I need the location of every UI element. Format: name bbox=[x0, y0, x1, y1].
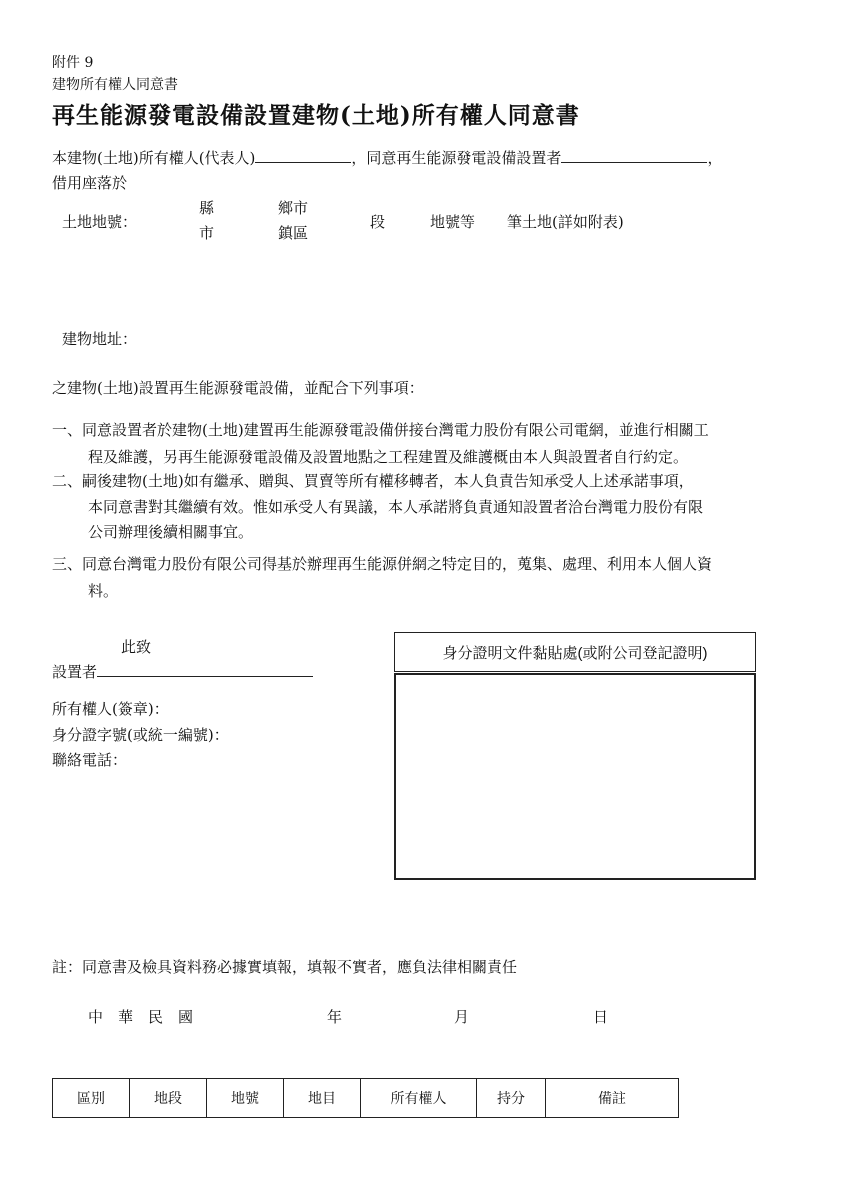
id-document-box-heading-text: 身分證明文件黏貼處(或附公司登記證明) bbox=[442, 644, 708, 662]
table-header-cell: 地號 bbox=[207, 1079, 284, 1118]
date-roc-label: 中 華 民 國 bbox=[88, 1008, 194, 1026]
intro-owner-text: 本建物(土地)所有權人(代表人) bbox=[52, 149, 256, 167]
installer-line bbox=[52, 661, 313, 682]
city-label: 市 bbox=[199, 224, 215, 242]
date-year-label: 年 bbox=[327, 1008, 343, 1026]
installer-label: 設置者 bbox=[52, 663, 98, 681]
phone-label: 聯絡電話： bbox=[52, 751, 128, 769]
installer-name-blank[interactable] bbox=[561, 148, 707, 163]
clause-1-line-2: 程及維護，另再生能源發電設備及設置地點之工程建置及維護概由本人與設置者自行約定。 bbox=[88, 448, 689, 466]
land-parcel-table bbox=[52, 1078, 679, 1118]
table-header-cell: 地目 bbox=[284, 1079, 361, 1118]
id-number-label: 身分證字號(或統一編號)： bbox=[52, 726, 229, 744]
owner-signature-label: 所有權人(簽章)： bbox=[52, 700, 169, 718]
attachment-label: 附件 9 bbox=[52, 55, 94, 71]
section-label: 段 bbox=[370, 213, 386, 231]
building-address-label: 建物地址： bbox=[62, 330, 138, 348]
date-month-label: 月 bbox=[454, 1008, 470, 1026]
respectfully-text: 此致 bbox=[121, 638, 152, 656]
parcel-count-label: 筆土地(詳如附表) bbox=[507, 213, 624, 231]
owner-name-blank[interactable] bbox=[255, 148, 351, 163]
id-document-paste-area bbox=[394, 673, 756, 880]
clause-1-line-1: 一、同意設置者於建物(土地)建置再生能源發電設備併接台灣電力股份有限公司電網，並進行相關工 bbox=[52, 421, 709, 439]
table-header-cell: 持分 bbox=[477, 1079, 546, 1118]
table-header-cell: 備註 bbox=[546, 1079, 679, 1118]
intro-comma: ， bbox=[707, 149, 723, 167]
clause-2-line-1: 二、嗣後建物(土地)如有繼承、贈與、買賣等所有權移轉者，本人負責告知承受人上述承諾事項， bbox=[52, 472, 694, 490]
clause-2-line-3: 公司辦理後續相關事宜。 bbox=[88, 523, 254, 541]
id-document-box-heading bbox=[394, 632, 756, 672]
date-day-label: 日 bbox=[593, 1008, 609, 1026]
intro-line bbox=[52, 147, 722, 168]
installer-signature-blank[interactable] bbox=[97, 662, 313, 677]
table-header-cell: 地段 bbox=[130, 1079, 207, 1118]
lead-sentence: 之建物(土地)設置再生能源發電設備，並配合下列事項： bbox=[52, 379, 424, 397]
township-label: 鄉市 bbox=[278, 199, 309, 217]
intro-installer-text: ，同意再生能源發電設備設置者 bbox=[351, 149, 562, 167]
parcel-number-label: 地號等 bbox=[430, 213, 476, 231]
clause-3-line-1: 三、同意台灣電力股份有限公司得基於辦理再生能源併網之特定目的，蒐集、處理、利用本人個人資 bbox=[52, 555, 713, 573]
land-number-label: 土地地號： bbox=[62, 213, 138, 231]
page-title: 再生能源發電設備設置建物(土地)所有權人同意書 bbox=[52, 102, 580, 129]
doc-subtitle: 建物所有權人同意書 bbox=[52, 77, 178, 93]
clause-3-line-2: 料。 bbox=[88, 582, 119, 600]
district-label: 鎮區 bbox=[278, 224, 309, 242]
clause-2-line-2: 本同意書對其繼續有效。惟如承受人有異議，本人承諾將負責通知設置者洽台灣電力股份有限 bbox=[88, 498, 704, 516]
county-label: 縣 bbox=[199, 199, 215, 217]
table-header-cell: 區別 bbox=[53, 1079, 130, 1118]
table-header-cell: 所有權人 bbox=[361, 1079, 477, 1118]
table-header-row bbox=[53, 1079, 679, 1118]
intro-location-text: 借用座落於 bbox=[52, 174, 128, 192]
legal-note: 註：同意書及檢具資料務必據實填報，填報不實者，應負法律相關責任 bbox=[52, 958, 518, 976]
